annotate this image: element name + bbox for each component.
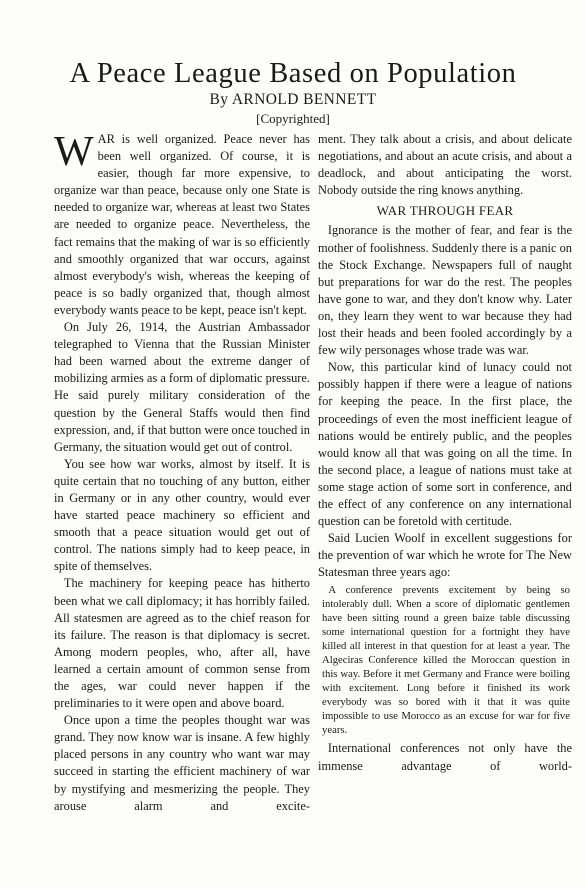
- article-title: A Peace League Based on Population: [69, 58, 517, 89]
- section-subheading: WAR THROUGH FEAR: [376, 203, 514, 219]
- paragraph: Ignorance is the mother of fear, and fear is the mother of foolishness. Suddenly there is a panic on the Stock Exchange. Newspapers full of naught but preparations for war do the rest. The peoples have gone to war, and they don't know why. Later on, they learn they went to war because they had lost their heads and been fooled accordingly by a few wily personages whose trade was war.: [318, 223, 572, 358]
- paragraph: Now, this particular kind of lunacy could not possibly happen if there were a league of nations for keeping the peace. In the first place, the proceedings of even the most inefficient league of nations would be entirely public, and the peoples would know all that was going on all the time. In the second place, a league of nations must take at some stage action of some sort in conference, and the effect of any conference on any international question can be foretold with certitude.: [318, 360, 572, 529]
- paragraph: Said Lucien Woolf in excellent suggestions for the prevention of war which he wrote for The New Statesman three years ago:: [318, 531, 572, 580]
- left-column: [54, 131, 310, 815]
- paragraph: Once upon a time the peoples thought war was grand. They now know war is insane. A few highly placed persons in any country who want war may succeed in starting the efficient machinery of war by mystifying and mesmerizing the people. They arouse alarm and excite-: [54, 713, 310, 813]
- paragraph: International conferences not only have the immense advantage of world-: [318, 741, 572, 773]
- article-byline: By ARNOLD BENNETT: [209, 91, 377, 108]
- paragraph: You see how war works, almost by itself. It is quite certain that no touching of any button, either in Germany or in any other country, would ever have started peace machinery so efficient and smooth that a peace situation would get out of control. The nations simply had to keep peace, in spite of themselves.: [54, 456, 310, 574]
- block-quote: [318, 583, 572, 737]
- paragraph: The machinery for keeping peace has hitherto been what we call diplomacy; it has horribly failed. All statesmen are agreed as to the chief reason for its failure. The reason is that diplomacy is secret. Among modern peoples, who, after all, have learned a certain amount of common sense from the ages, war could never happen if the preliminaries to it were open and above board.: [54, 576, 310, 711]
- paragraph: On July 26, 1914, the Austrian Ambassador telegraphed to Vienna that the Russian Minister had been warned about the extreme danger of mobilizing armies as a form of diplomatic pressure. He said purely military consideration of the question by the General Staffs would then find expression, and, if that button were once touched in Germany, the situation would get out of control.: [54, 320, 311, 454]
- paragraph: WAR is well organized. Peace never has been well organized. Of course, it is easier, though far more expensive, to organize war than peace, because only one State is needed to organize war, whereas at least two States are needed to organize peace. Nevertheless, the fact remains that the making of war is so efficiently and smoothly organized that war occurs, against almost everybody's wish, whereas the keeping of peace is so badly organized that, though almost everybody wants peace to be kept, peace isn't kept.: [54, 129, 310, 317]
- copyright-notice: [Copyrighted]: [256, 111, 330, 126]
- right-column: [318, 131, 572, 775]
- paragraph: ment. They talk about a crisis, and about delicate negotiations, and about an acute crisis, and about a deadlock, and about anticipating the worst. Nobody outside the ring knows anything.: [318, 132, 572, 198]
- drop-cap: W: [54, 129, 94, 175]
- quote-text: A conference prevents excitement by being so intolerably dull. When a score of diplomatic gentlemen have been sitting round a green baize table discussing some international question for a fortnight they have killed all interest in that question for at least a year. The Algeciras Conference killed the Moroccan question in this way. Before it met Germany and France were boiling with excitement. Long before it finished its work everybody was so bored with it that it was quite impossible to use Morocco as an excuse for war for five years.: [322, 584, 570, 737]
